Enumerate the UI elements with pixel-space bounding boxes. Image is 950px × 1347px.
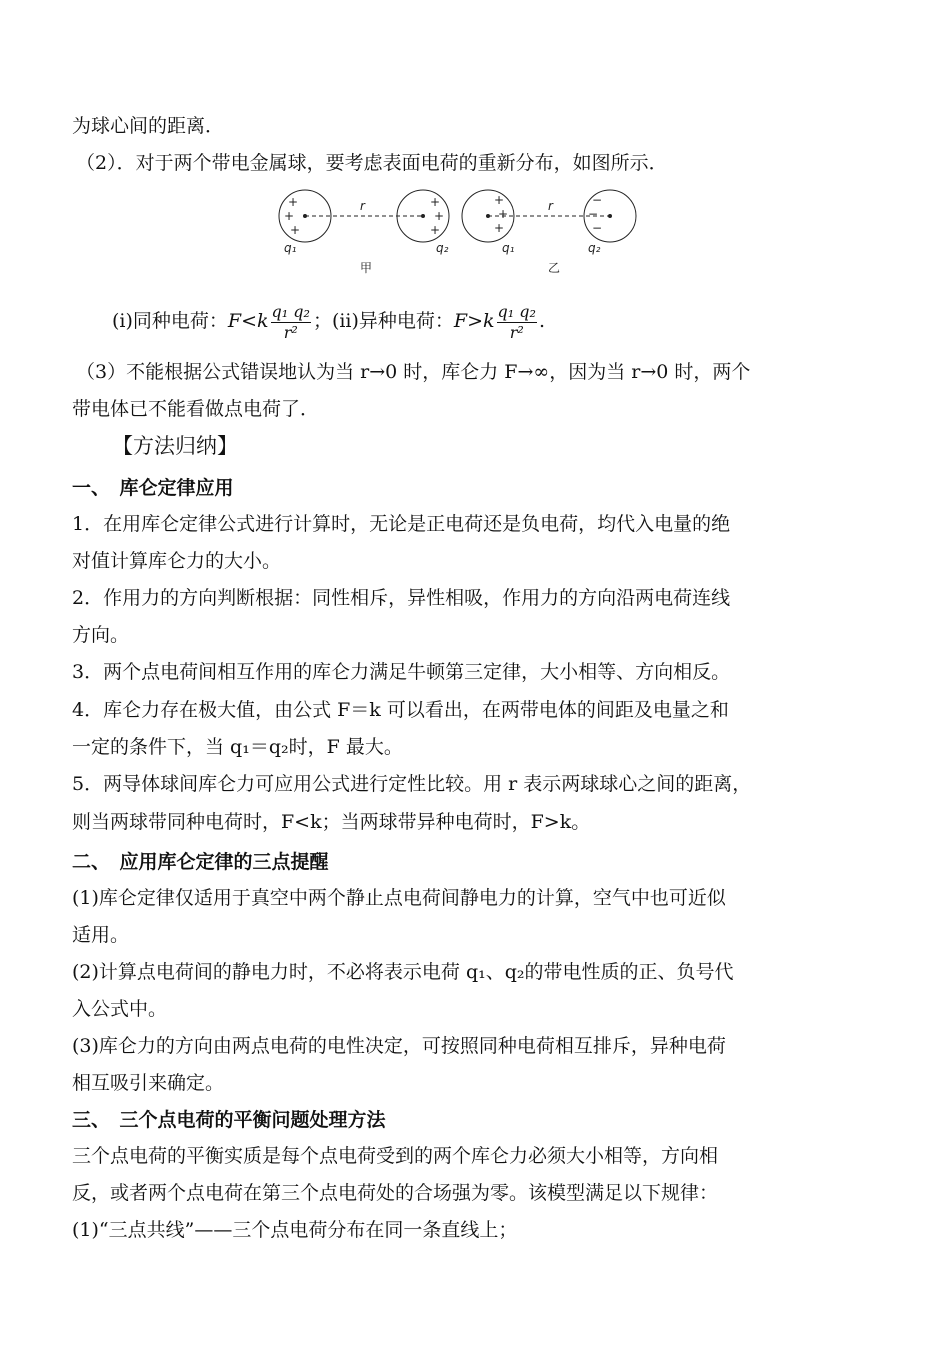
section-title: 三、 三个点电荷的平衡问题处理方法: [72, 1109, 386, 1131]
text-line: （2）．对于两个带电金属球，要考虑表面电荷的重新分布，如图所示．: [76, 152, 668, 174]
r-label: r: [360, 199, 365, 213]
q1-label: q₁: [502, 241, 515, 255]
q1-label: q₁: [284, 241, 297, 255]
text-line: (3)库仑力的方向由两点电荷的电性决定，可按照同种电荷相互排斥，异种电荷: [72, 1035, 726, 1057]
plus-sign: +: [290, 223, 301, 237]
text-line: (1)库仑定律仅适用于真空中两个静止点电荷间静电力的计算，空气中也可近似: [72, 887, 726, 909]
fraction-same: $\frac{\text{q₁ q₂}}{\text{r²}}$: [271, 301, 310, 342]
text-line: 一定的条件下，当 q₁＝q₂时，F 最大。: [72, 736, 403, 758]
plus-sign: +: [494, 193, 505, 207]
text-line: 方向。: [72, 624, 130, 646]
fraction-opp: $\frac{\text{q₁ q₂}}{\text{r²}}$: [497, 301, 536, 342]
text-line: 5．两导体球间库仑力可应用公式进行定性比较。用 r 表示两球球心之间的距离，: [72, 773, 752, 795]
text-line: 带电体已不能看做点电荷了．: [72, 398, 320, 420]
plus-sign: +: [494, 221, 505, 235]
text-line: 4．库仑力存在极大值，由公式 F＝k 可以看出，在两带电体的间距及电量之和: [72, 699, 729, 721]
text-line: 三个点电荷的平衡实质是每个点电荷受到的两个库仑力必须大小相等，方向相: [72, 1145, 719, 1167]
text-line: 反，或者两个点电荷在第三个点电荷处的合场强为零。该模型满足以下规律：: [72, 1182, 719, 1204]
text-line: 则当两球带同种电荷时，F<k；当两球带异种电荷时，F>k。: [72, 811, 591, 833]
q2-label: q₂: [436, 241, 449, 255]
text-line: (2)计算点电荷间的静电力时，不必将表示电荷 q₁、q₂的带电性质的正、负号代: [72, 961, 734, 983]
text-line: 1．在用库仑定律公式进行计算时，无论是正电荷还是负电荷，均代入电量的绝: [72, 513, 731, 535]
text-line: 相互吸引来确定。: [72, 1072, 225, 1094]
minus-sign: −: [592, 221, 603, 235]
opposite-charge-label: ；(ii)异种电荷：: [312, 310, 454, 332]
plus-sign: +: [288, 195, 299, 209]
text-line: 对值计算库仑力的大小。: [72, 550, 282, 572]
caption-yi: 乙: [548, 261, 561, 275]
text-line: 2．作用力的方向判断根据：同性相斥，异性相吸，作用力的方向沿两电荷连线: [72, 587, 731, 609]
text-line: 3．两个点电荷间相互作用的库仑力满足牛顿第三定律，大小相等、方向相反。: [72, 661, 731, 683]
text-line: 适用。: [72, 924, 130, 946]
formula-opp-prefix: F>k: [453, 310, 495, 332]
text-line: 入公式中。: [72, 998, 168, 1020]
plus-sign: +: [284, 209, 295, 223]
method-heading: 【方法归纳】: [112, 434, 238, 458]
q2-label: q₂: [588, 241, 601, 255]
formula-same-prefix: F<k: [227, 310, 269, 332]
section-title: 二、 应用库仑定律的三点提醒: [72, 851, 329, 873]
section-title: 一、 库仑定律应用: [72, 477, 234, 499]
text-line: （3）不能根据公式错误地认为当 r→0 时，库仑力 F→∞，因为当 r→0 时，两个: [76, 361, 751, 383]
minus-sign: −: [592, 193, 603, 207]
same-charge-label: (i)同种电荷：: [112, 310, 228, 332]
plus-sign: +: [498, 207, 509, 221]
caption-jia: 甲: [360, 261, 373, 275]
plus-sign: +: [430, 223, 441, 237]
text-line: 为球心间的距离．: [72, 115, 225, 137]
plus-sign: +: [434, 209, 445, 223]
minus-sign: −: [588, 207, 599, 221]
plus-sign: +: [430, 195, 441, 209]
text-line: (1)“三点共线”——三个点电荷分布在同一条直线上；: [72, 1219, 518, 1241]
r-label: r: [548, 199, 553, 213]
charged-spheres-figure: [272, 186, 644, 278]
formula-line: (i)同种电荷：F<k $\frac{\text{q₁ q₂}}{\text{r²}}$ ；(ii)异种电荷：F>k $\frac{\text{q₁ q₂}}{\text{r²}}$ .: [112, 301, 545, 342]
